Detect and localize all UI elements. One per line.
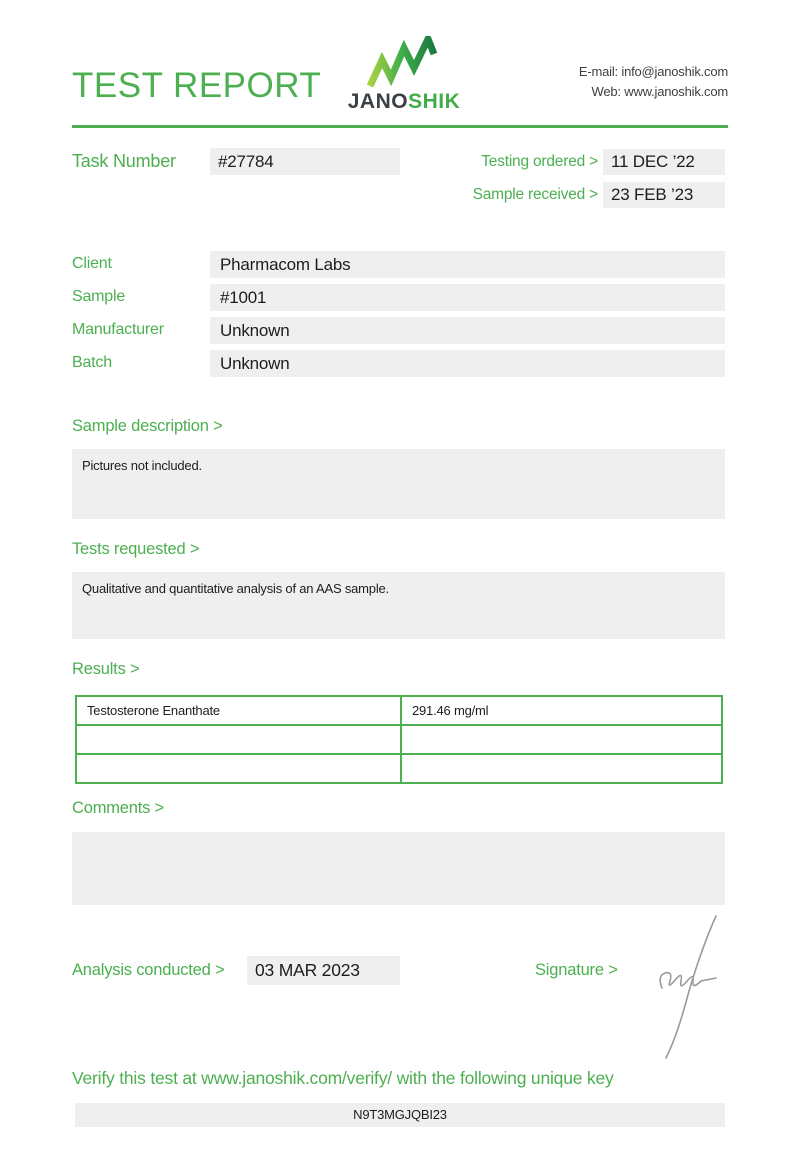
page-title: TEST REPORT bbox=[72, 66, 322, 105]
unique-key-value: N9T3MGJQBI23 bbox=[75, 1103, 725, 1127]
results-table bbox=[75, 695, 723, 784]
manufacturer-value: Unknown bbox=[210, 317, 725, 344]
logo-wordmark bbox=[338, 90, 470, 114]
info-row-client bbox=[72, 251, 725, 278]
result-substance: Testosterone Enanthate bbox=[76, 696, 401, 725]
analysis-conducted-label: Analysis conducted > bbox=[72, 961, 225, 979]
email-label: E-mail: bbox=[578, 64, 618, 79]
sample-description-content: Pictures not included. bbox=[72, 449, 725, 519]
email-value: info@janoshik.com bbox=[621, 64, 728, 79]
client-label: Client bbox=[72, 255, 112, 272]
signature-label: Signature > bbox=[535, 961, 618, 979]
header-divider bbox=[72, 125, 728, 128]
info-row-batch bbox=[72, 350, 725, 377]
comments-content bbox=[72, 832, 725, 905]
results-heading: Results > bbox=[72, 660, 140, 678]
sample-description-heading: Sample description > bbox=[72, 417, 223, 435]
result-amount: 291.46 mg/ml bbox=[401, 696, 722, 725]
analysis-date-value: 03 MAR 2023 bbox=[247, 956, 400, 985]
contact-info bbox=[579, 62, 728, 102]
manufacturer-label: Manufacturer bbox=[72, 321, 164, 338]
verify-instruction: Verify this test at www.janoshik.com/verify/ with the following unique key bbox=[72, 1068, 614, 1088]
logo-text-green: SHIK bbox=[408, 90, 461, 113]
sample-received-label: Sample received > bbox=[472, 186, 598, 203]
batch-value: Unknown bbox=[210, 350, 725, 377]
results-row bbox=[76, 754, 722, 783]
info-row-sample bbox=[72, 284, 725, 311]
janoshik-logo bbox=[338, 36, 470, 114]
results-row bbox=[76, 725, 722, 754]
result-substance bbox=[76, 754, 401, 783]
comments-heading: Comments > bbox=[72, 799, 164, 817]
sample-label: Sample bbox=[72, 288, 126, 305]
tests-requested-content: Qualitative and quantitative analysis of an AAS sample. bbox=[72, 572, 725, 639]
signature-scribble bbox=[638, 910, 738, 1060]
results-row bbox=[76, 696, 722, 725]
info-row-manufacturer bbox=[72, 317, 725, 344]
testing-ordered-label: Testing ordered > bbox=[481, 153, 598, 170]
batch-label: Batch bbox=[72, 354, 112, 371]
contact-email-line bbox=[579, 62, 728, 82]
result-amount bbox=[401, 725, 722, 754]
sample-received-value: 23 FEB ’23 bbox=[603, 182, 725, 208]
web-label: Web: bbox=[591, 84, 621, 99]
growth-chart-icon bbox=[362, 36, 446, 88]
task-number-value: #27784 bbox=[210, 148, 400, 175]
testing-ordered-value: 11 DEC ’22 bbox=[603, 149, 725, 175]
client-value: Pharmacom Labs bbox=[210, 251, 725, 278]
sample-info-list bbox=[72, 251, 725, 383]
result-amount bbox=[401, 754, 722, 783]
logo-text-dark: JANO bbox=[347, 90, 409, 113]
result-substance bbox=[76, 725, 401, 754]
task-number-label: Task Number bbox=[72, 151, 176, 171]
web-value: www.janoshik.com bbox=[624, 84, 728, 99]
sample-value: #1001 bbox=[210, 284, 725, 311]
contact-web-line bbox=[579, 82, 728, 102]
tests-requested-heading: Tests requested > bbox=[72, 540, 200, 558]
